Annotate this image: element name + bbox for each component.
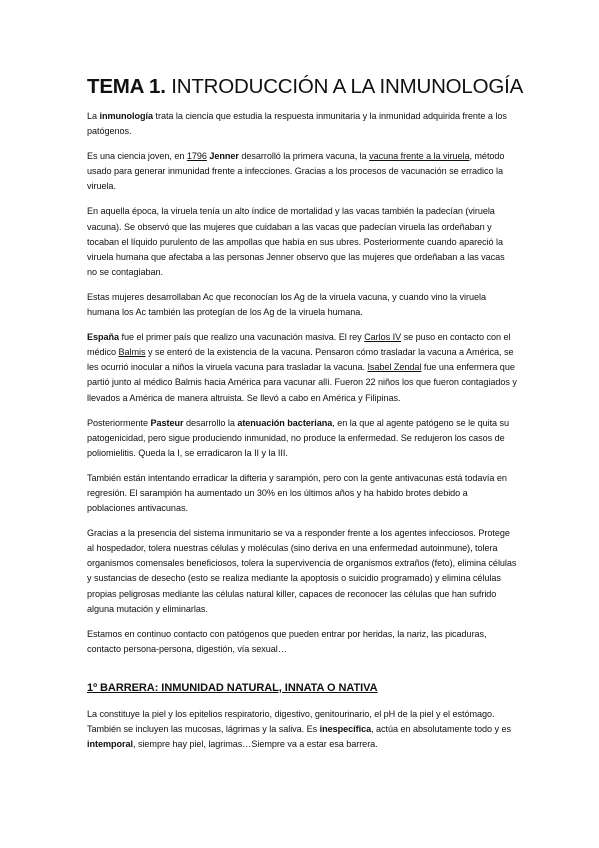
text-run: fue una enfermera que partió junto al médico Balmis hacia América para vacunar allí. Fueron 22 niños los que fueron contagiados y llevados a América de manera altruista. Se llevó a cabo en América y Filipinas. [87, 362, 517, 403]
text-run: y se enteró de la existencia de la vacuna. Pensaron cómo trasladar la vacuna a América, se les ocurrió inocular a niños la viruela vacuna para trasladar la vacuna. [87, 347, 514, 373]
paragraph-contacto-patogenos: Estamos en continuo contacto con patógenos que pueden entrar por heridas, la nariz, las picaduras, contacto persona-persona, digestión, vía sexual… [87, 628, 487, 654]
bold-term: atenuación bacteriana [237, 417, 333, 428]
text-run: fue el primer país que realizo una vacunación masiva. El rey [119, 332, 365, 343]
paragraph-pasteur [87, 416, 517, 461]
paragraph-jenner [87, 149, 517, 194]
text-run: se puso en contacto con el médico [87, 332, 511, 358]
bold-term: inespecífica [319, 724, 372, 734]
text-run: , actúa en absolutamente todo y es [371, 724, 511, 734]
paragraph-viruela-vacuna: En aquella época, la viruela tenía un alto índice de mortalidad y las vacas también la padecían (viruela vacuna). Se observó que las mujeres que cuidaban a las vacas que padecían viruela las ordeñaban y tocaban el líquido purulento de las ampollas que había en sus ubres. Posteriormente cuando apareció la viruela humana que afectaba a las personas Jenner observo que las mujeres que ordeñaban a las vacas no se contagiaban. [87, 206, 505, 277]
text-run: , método usado para generar inmunidad frente a infecciones. Gracias a los procesos de vacunación se erradico la viruela. [87, 151, 505, 192]
text-run: La [87, 111, 100, 121]
underlined-name: Carlos IV [364, 332, 402, 343]
paragraph-sistema-inmunitario: Gracias a la presencia del sistema inmunitario se va a responder frente a los agentes infecciosos. Protege al hospedador, tolera nuestras células y moléculas (sino deriva en una enfermedad autoinmune), tolera organismos comensales beneficiosos, tolera la supervivencia de organismos extraños (feto), elimina células y sustancias de desecho (esto se realiza mediante la apoptosis o suicidio programado) y elimina células propias peligrosas mediante las células natural killer, capaces de reconocer las células que han sufrido alguna mutación y eliminarlas. [87, 528, 517, 614]
text-run: , siempre hay piel, lagrimas…Siempre va a estar esa barrera. [133, 739, 378, 750]
underlined-name: Balmis [118, 347, 146, 358]
bold-term: inmunología [99, 111, 154, 121]
bold-term: España [87, 332, 120, 343]
bold-term: Jenner [209, 151, 239, 162]
title-number: TEMA 1. [87, 75, 166, 98]
underlined-name: Isabel Zendal [367, 362, 422, 373]
bold-term: intemporal [87, 739, 133, 750]
text-run: trata la ciencia que estudia la respuesta inmunitaria y la inmunidad adquirida frente a los patógenos. [87, 111, 507, 137]
paragraph-anticuerpos: Estas mujeres desarrollaban Ac que reconocían los Ag de la viruela vacuna, y cuando vino la viruela humana los Ac también las protegían de los Ag de la viruela humana. [87, 291, 486, 318]
text-run: desarrolló la primera vacuna, la [238, 151, 370, 162]
bold-term: Pasteur [150, 417, 184, 428]
section-heading: 1º BARRERA: INMUNIDAD NATURAL, INNATA O NATIVA [87, 681, 378, 694]
text-run: Es una ciencia joven, en [87, 151, 187, 162]
paragraph-inmunologia [87, 109, 517, 139]
underlined-year: 1796 [186, 151, 207, 162]
text-run: Posteriormente [87, 417, 151, 428]
text-run: , en la que al agente patógeno se le quita su patogenicidad, pero sigue produciendo inmunidad, no produce la enfermedad. Se redujeron los casos de poliomielitis. Queda la I, se erradicaron la II y la III. [87, 417, 510, 458]
title-text: INTRODUCCIÓN A LA INMUNOLOGÍA [171, 75, 524, 98]
underlined-term: vacuna frente a la viruela [369, 151, 470, 162]
page-title [87, 74, 524, 100]
text-run: desarrollo la [183, 417, 238, 428]
text-run: La constituye la piel y los epitelios respiratorio, digestivo, genitourinario, el pH de la piel y el estómago. También se incluyen las mucosas, lágrimas y la saliva. Es [87, 708, 495, 734]
paragraph-espana [87, 330, 517, 405]
paragraph-difteria: También están intentando erradicar la difteria y sarampión, pero con la gente antivacunas está todavía en regresión. El sarampión ha aumentado un 30% en los últimos años y ha habido brotes debido a poblaciones antivacunas. [87, 472, 507, 514]
paragraph-primera-barrera [87, 707, 517, 752]
